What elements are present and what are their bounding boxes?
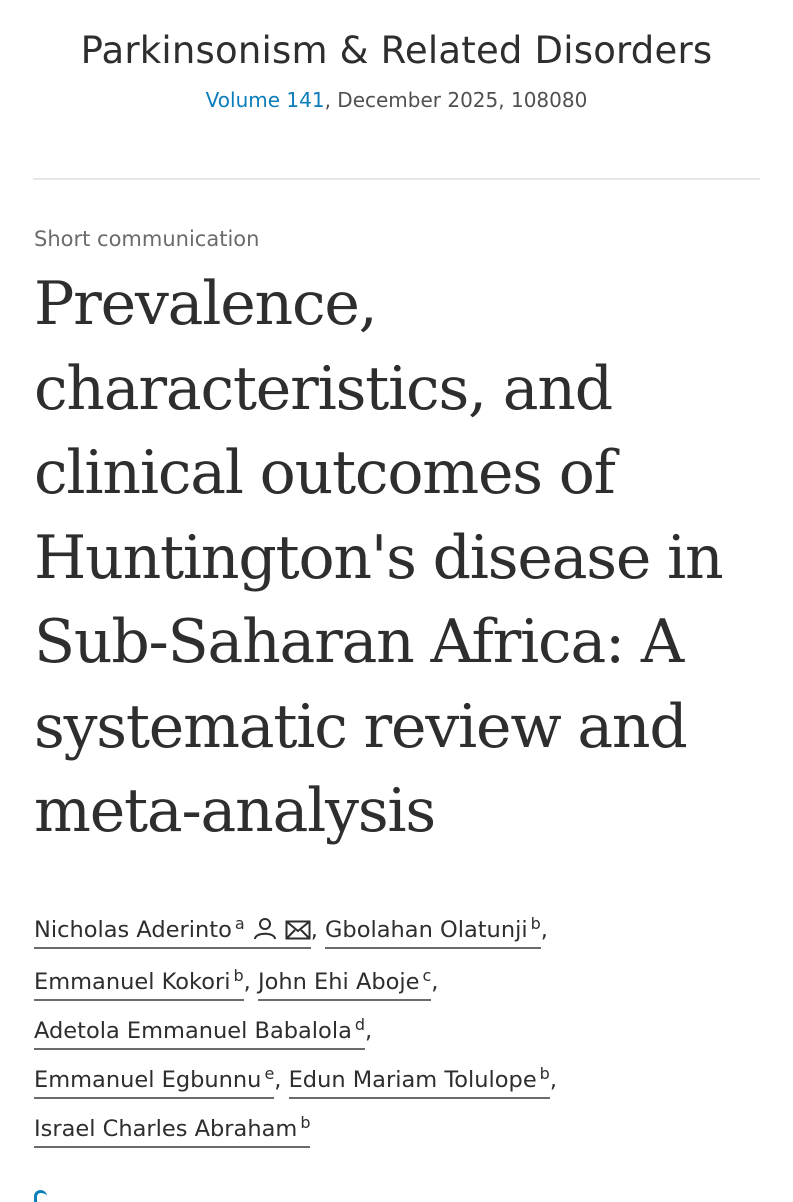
affiliation-marker: d (354, 1014, 366, 1034)
author-link[interactable] (34, 1063, 275, 1099)
mail-icon (285, 909, 311, 958)
affiliation-marker: a (234, 913, 245, 933)
author-name: Adetola Emmanuel Babalola (34, 1018, 352, 1044)
header-divider (33, 178, 760, 180)
issue-line (0, 86, 793, 114)
journal-title-link[interactable]: Parkinsonism & Related Disorders (80, 29, 713, 72)
author-link[interactable] (34, 1014, 366, 1050)
author-separator: , (243, 969, 258, 995)
author-link[interactable] (34, 965, 244, 1001)
journal-header (0, 0, 793, 114)
author-link[interactable] (325, 913, 541, 949)
author-name: Israel Charles Abraham (34, 1116, 298, 1142)
author-separator: , (431, 969, 439, 995)
author-separator: , (310, 917, 325, 943)
author-name: Edun Mariam Tolulope (288, 1067, 537, 1093)
author-name: Gbolahan Olatunji (325, 917, 528, 943)
affiliation-marker: e (264, 1063, 275, 1083)
author-separator: , (274, 1067, 289, 1093)
affiliation-marker: b (530, 913, 541, 933)
author-link[interactable] (34, 1112, 311, 1148)
affiliation-marker: b (233, 965, 244, 985)
issue-details: , December 2025, 108080 (324, 88, 588, 112)
author-link[interactable] (288, 1063, 550, 1099)
author-name: John Ehi Aboje (257, 969, 420, 995)
author-link[interactable] (257, 965, 432, 1001)
author-link[interactable] (34, 913, 311, 949)
volume-link[interactable]: Volume 141 (205, 88, 325, 112)
author-separator: , (549, 1067, 557, 1093)
author-separator: , (540, 917, 548, 943)
author-name: Nicholas Aderinto (34, 917, 232, 943)
affiliation-marker: c (422, 965, 432, 985)
author-name: Emmanuel Egbunnu (34, 1067, 262, 1093)
author-separator: , (365, 1018, 373, 1044)
person-icon (253, 909, 277, 958)
article-type: Short communication (34, 227, 260, 251)
author-name: Emmanuel Kokori (34, 969, 231, 995)
author-list (34, 906, 764, 1154)
affiliation-marker: b (300, 1112, 311, 1132)
article-title: Prevalence, characteristics, and clinical outcomes of Huntington's disease in Sub-Saharan Africa: A systematic review and meta-analysis (34, 269, 723, 846)
affiliation-marker: b (539, 1063, 550, 1083)
